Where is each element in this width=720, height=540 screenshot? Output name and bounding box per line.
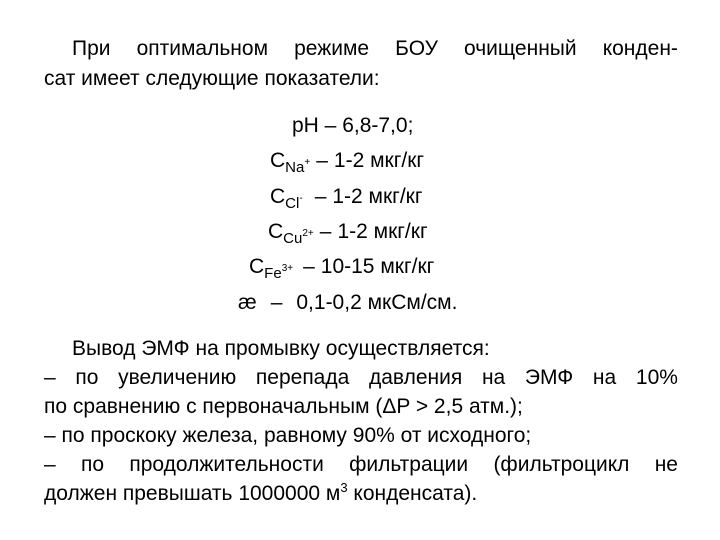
outro-word: давления [369, 366, 463, 389]
outro-paragraph [44, 334, 678, 510]
outro-word: на [481, 366, 506, 389]
param-dash: – [303, 255, 315, 278]
param-value: 1-2 мкг/кг [333, 149, 425, 172]
param-symbol: C [268, 220, 284, 243]
param-symbol: æ [238, 291, 257, 314]
param-cl [270, 182, 423, 216]
intro-word: При [72, 37, 111, 60]
outro-line-3: – по проскоку железа, равному 90% от исходного; [44, 424, 532, 447]
param-charge: - [299, 193, 303, 204]
outro-line-1 [44, 363, 678, 392]
param-fe [249, 252, 434, 286]
intro-word: конден- [602, 37, 678, 60]
outro-word: фильтрации [349, 453, 469, 476]
outro-word: – [44, 366, 56, 389]
param-subscript: Cu [283, 230, 303, 247]
outro-word: – [44, 453, 56, 476]
param-ph: pH – 6,8-7,0; [292, 114, 414, 137]
param-subscript: Na [285, 159, 305, 176]
param-value: 10-15 мкг/кг [320, 255, 435, 278]
param-symbol: C [270, 149, 286, 172]
outro-word: по [80, 453, 105, 476]
intro-word: БОУ [395, 37, 438, 60]
intro-word: оптимальном [136, 37, 269, 60]
param-dash: – [270, 291, 283, 314]
param-symbol: C [249, 255, 265, 278]
param-dash: – [314, 185, 327, 208]
intro-line-2: сат имеет следующие показатели: [44, 67, 380, 90]
intro-paragraph [44, 34, 678, 94]
intro-line-1 [44, 34, 678, 64]
param-subscript: Fe [264, 265, 282, 282]
param-subscript: Cl [285, 195, 300, 212]
outro-text: конденсата). [347, 482, 478, 505]
param-dash: – [319, 220, 332, 243]
outro-text: должен превышать 1000000 м [44, 482, 341, 505]
outro-word: ЭМФ [524, 366, 574, 389]
superscript: 3 [340, 480, 348, 495]
outro-line-2: по сравнению с первоначальным (ΔP > 2,5 атм.); [44, 395, 523, 418]
outro-word: перепада [255, 366, 350, 389]
param-value: 1-2 мкг/кг [332, 185, 423, 208]
outro-word: увеличению [118, 366, 237, 389]
intro-word: очищенный [464, 37, 577, 60]
param-symbol: C [270, 185, 286, 208]
param-na [270, 146, 424, 180]
param-charge: 2+ [302, 228, 314, 239]
outro-word: (фильтроцикл [493, 453, 630, 476]
outro-line-4 [44, 450, 678, 479]
outro-word: не [654, 453, 678, 476]
param-conductivity [238, 288, 457, 318]
param-dash: – [316, 149, 328, 172]
outro-word: на [592, 366, 617, 389]
intro-word: режиме [294, 37, 370, 60]
param-charge: 3+ [281, 263, 294, 274]
param-value: 0,1-0,2 мкСм/см. [296, 291, 458, 314]
outro-word: 10% [635, 366, 678, 389]
outro-heading: Вывод ЭМФ на промывку осуществляется: [72, 337, 490, 360]
param-cu [268, 217, 428, 251]
param-value: 1-2 мкг/кг [337, 220, 428, 243]
outro-line-5 [44, 479, 678, 510]
outro-word: продолжительности [129, 453, 324, 476]
param-charge: + [304, 157, 311, 168]
outro-word: по [75, 366, 99, 389]
